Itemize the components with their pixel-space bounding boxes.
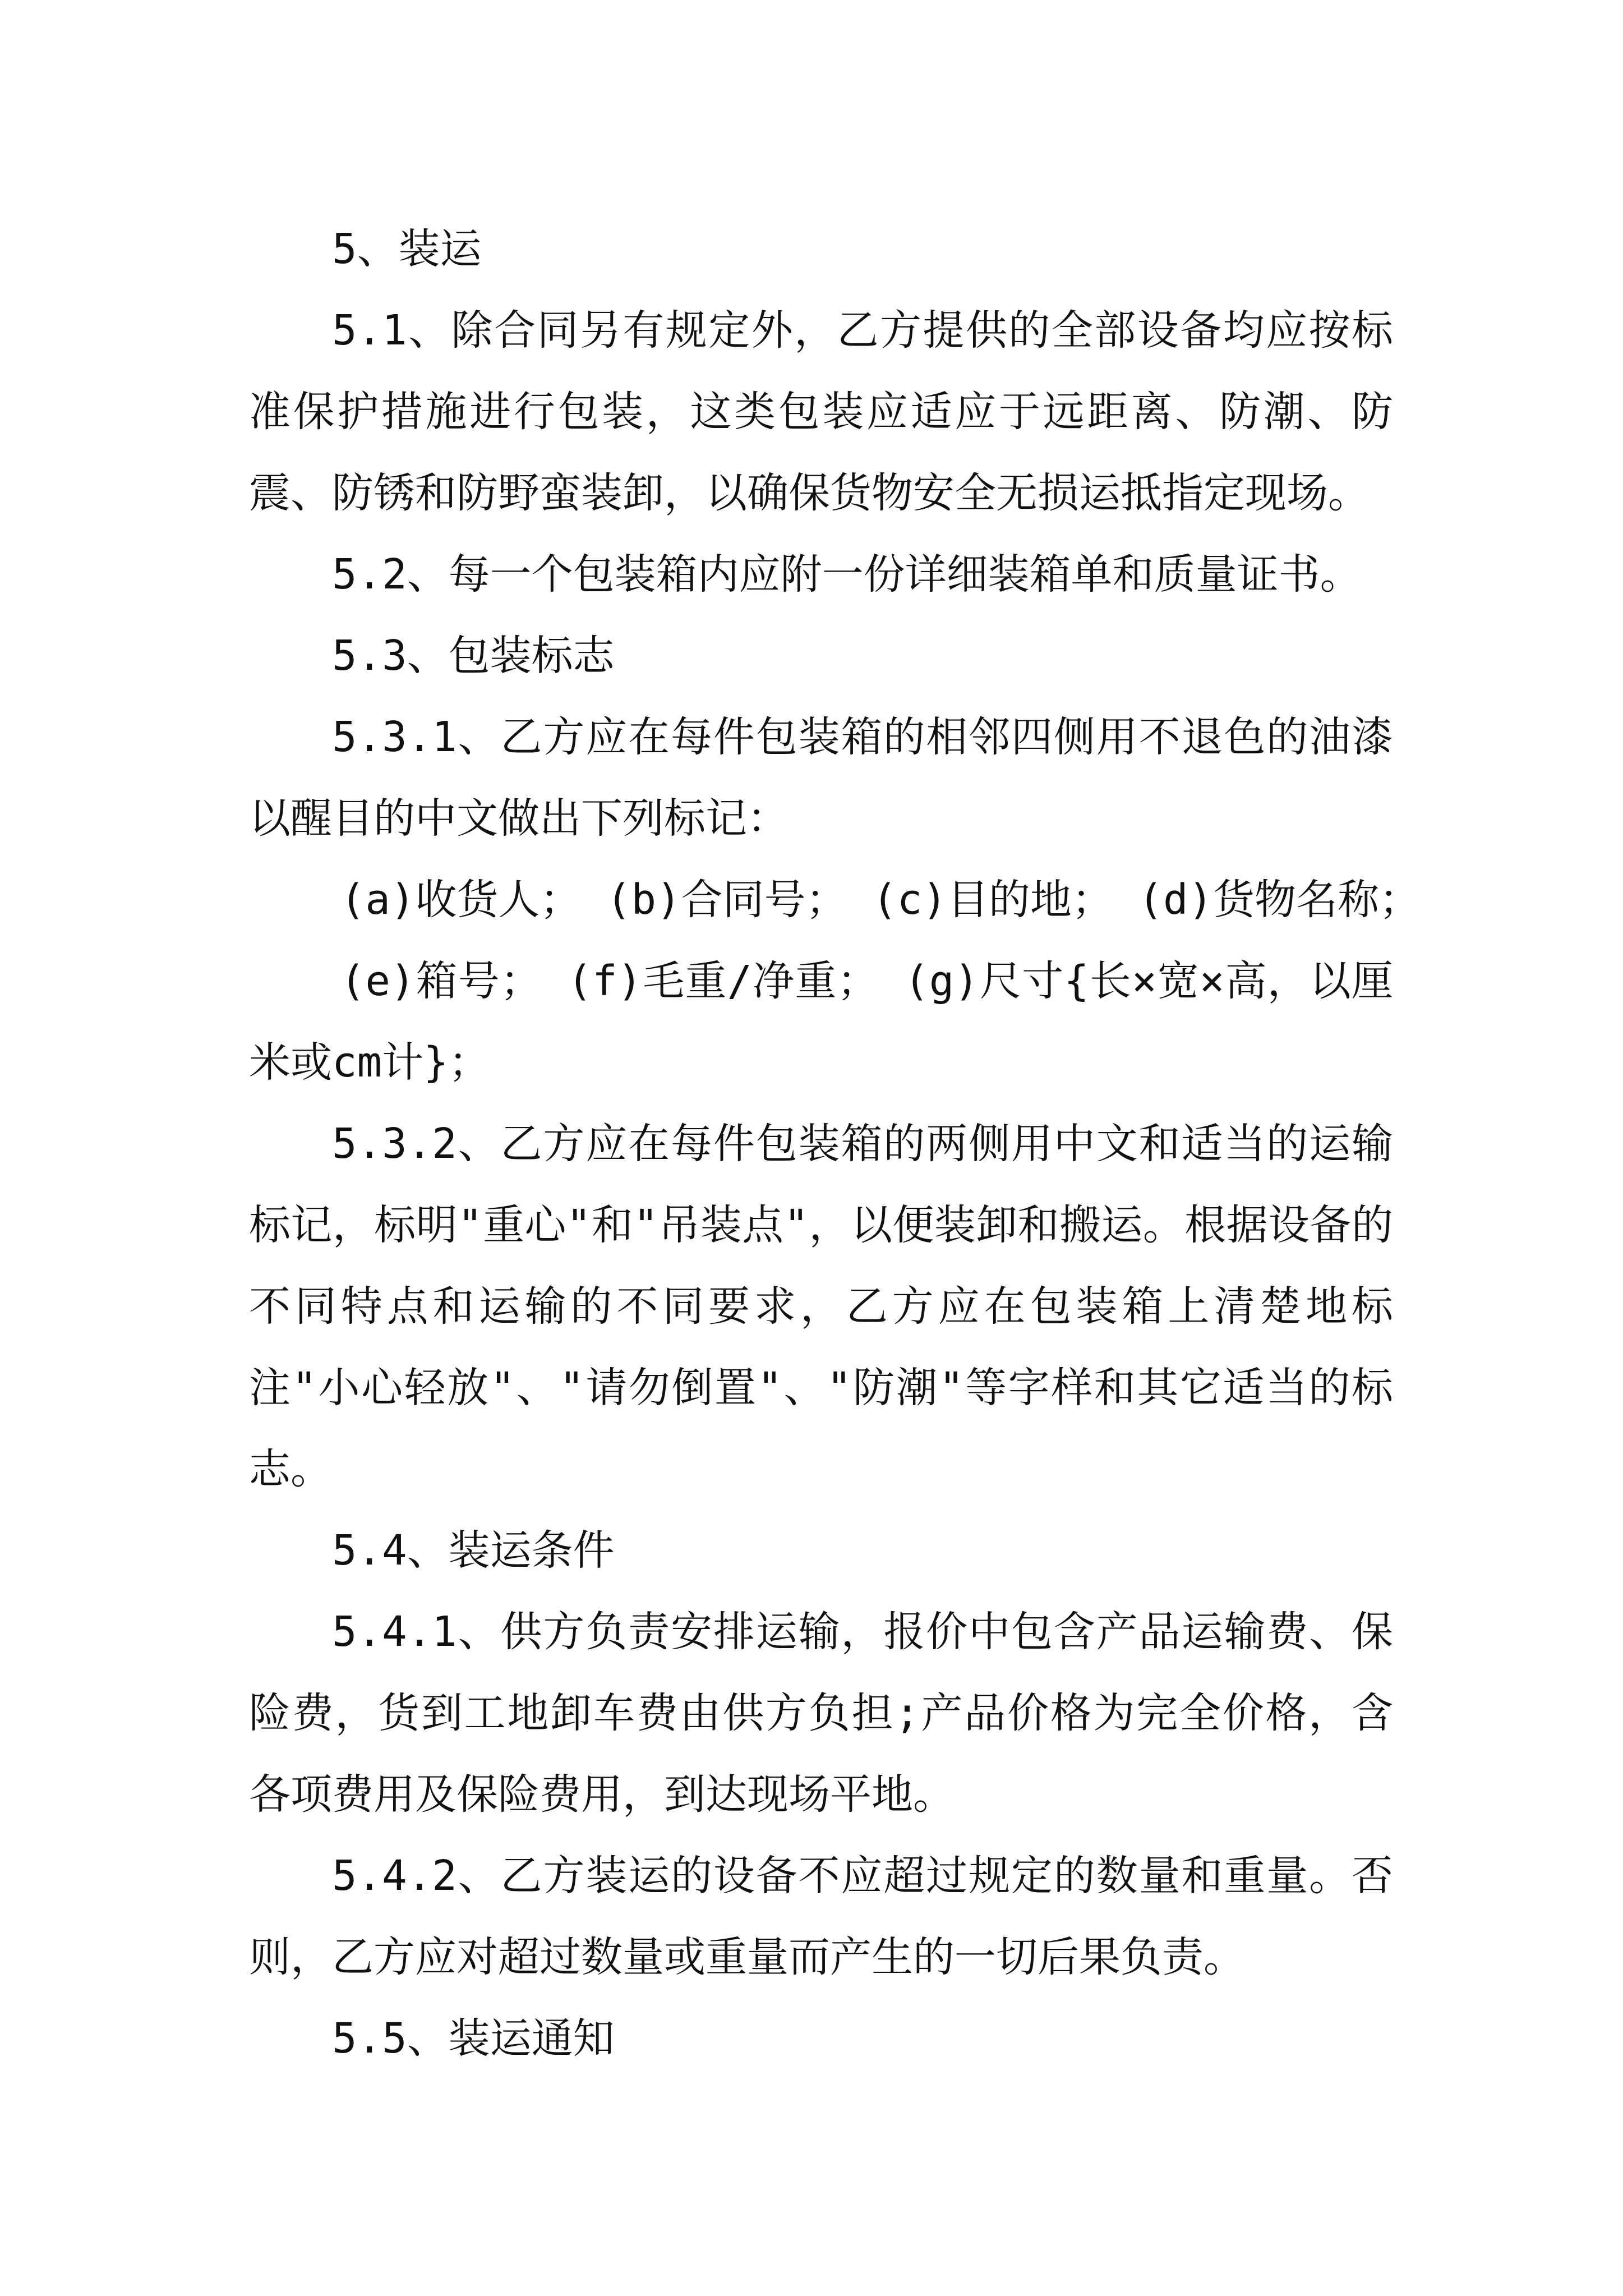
- section-heading-5: 5、装运: [332, 225, 482, 273]
- section-heading-5-3: 5.3、包装标志: [332, 632, 615, 680]
- paragraph-5-4-2: 5.4.2、乙方装运的设备不应超过规定的数量和重量。否则，乙方应对超过数量或重量而产生的一切后果负责。: [249, 1852, 1393, 1981]
- marking-list-line-2: (e)箱号； (f)毛重/净重； (g)尺寸{长×宽×高，以厘米或cm计}；: [249, 957, 1393, 1087]
- paragraph-5-1: 5.1、除合同另有规定外，乙方提供的全部设备均应按标准保护措施进行包装，这类包装应适应于远距离、防潮、防震、防锈和防野蛮装卸，以确保货物安全无损运抵指定现场。: [249, 306, 1393, 517]
- document-body: [249, 209, 1421, 2079]
- paragraph-5-2: 5.2、每一个包装箱内应附一份详细装箱单和质量证书。: [332, 550, 1362, 599]
- section-heading-5-5: 5.5、装运通知: [332, 2014, 615, 2063]
- marking-list-line-1: (a)收货人； (b)合同号； (c)目的地； (d)货物名称；: [340, 876, 1421, 924]
- section-heading-5-4: 5.4、装运条件: [332, 1526, 615, 1575]
- paragraph-5-4-1: 5.4.1、供方负责安排运输，报价中包含产品运输费、保险费，货到工地卸车费由供方负担;产品价格为完全价格，含各项费用及保险费用，到达现场平地。: [249, 1608, 1393, 1819]
- paragraph-5-3-1: 5.3.1、乙方应在每件包装箱的相邻四侧用不退色的油漆以醒目的中文做出下列标记：: [249, 713, 1393, 843]
- paragraph-5-3-2: 5.3.2、乙方应在每件包装箱的两侧用中文和适当的运输标记，标明"重心"和"吊装点"，以便装卸和搬运。根据设备的不同特点和运输的不同要求，乙方应在包装箱上清楚地标注"小心轻放"、"请勿倒置"、"防潮"等字样和其它适当的标志。: [249, 1120, 1393, 1493]
